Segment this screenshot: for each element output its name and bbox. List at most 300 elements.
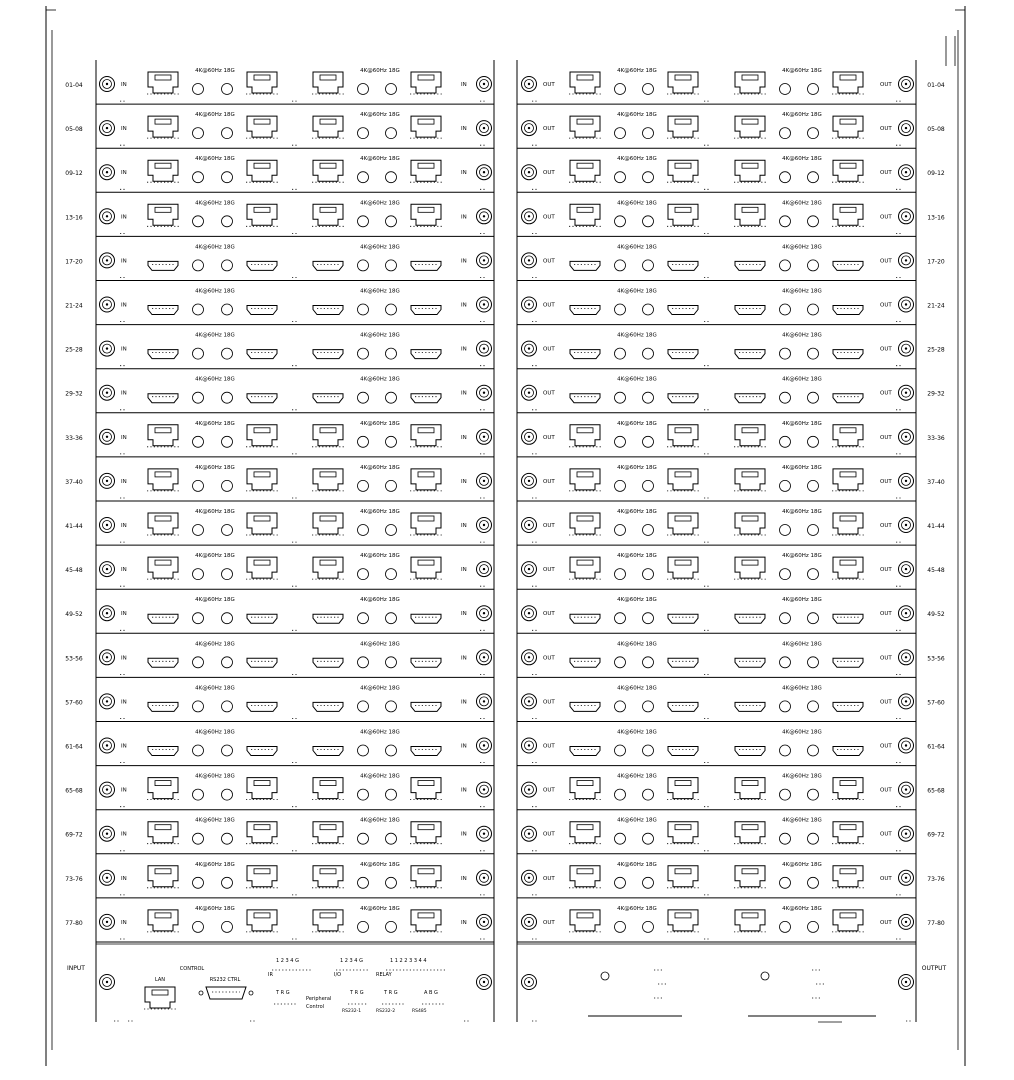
rj45-port-icon: [832, 866, 864, 888]
row-label-right: 33-36: [927, 434, 945, 442]
rj45-port-icon: [312, 160, 344, 182]
rj45-port-icon: [410, 910, 442, 932]
bnc-connector-icon: [522, 429, 537, 444]
output-tag: OUT: [880, 214, 892, 221]
hdmi-port-icon: [313, 702, 343, 711]
hdmi-port-icon: [148, 702, 178, 711]
rj45-port-icon: [569, 469, 601, 491]
hdmi-port-icon: [570, 261, 600, 270]
spec-text: 4K@60Hz 18G: [617, 729, 657, 736]
rj45-port-icon: [147, 557, 179, 579]
spec-text: 4K@60Hz 18G: [195, 905, 235, 912]
bnc-connector-icon: [100, 429, 115, 444]
led-indicator-icon: [222, 789, 233, 800]
hdmi-port-icon: [570, 306, 600, 315]
led-indicator-icon: [386, 877, 397, 888]
rj45-port-icon: [246, 557, 278, 579]
row-label-left: 25-28: [65, 346, 83, 354]
rj45-port-icon: [410, 116, 442, 138]
card-row: [65, 156, 945, 192]
input-tag: IN: [461, 831, 467, 838]
led-indicator-icon: [643, 921, 654, 932]
rj45-port-icon: [734, 160, 766, 182]
trg-pins: T R G: [384, 990, 398, 996]
io-label: I/O: [334, 972, 342, 978]
relay-label: RELAY: [376, 972, 392, 978]
output-tag: OUT: [880, 611, 892, 618]
led-indicator-icon: [643, 392, 654, 403]
spec-text: 4K@60Hz 18G: [782, 332, 822, 339]
led-indicator-icon: [643, 745, 654, 756]
led-indicator-icon: [358, 392, 369, 403]
bnc-connector-icon: [522, 385, 537, 400]
led-indicator-icon: [222, 569, 233, 580]
spec-text: 4K@60Hz 18G: [617, 68, 657, 74]
led-indicator-icon: [386, 921, 397, 932]
led-indicator-icon: [780, 569, 791, 580]
spec-text: 4K@60Hz 18G: [360, 112, 400, 119]
rj45-port-icon: [569, 425, 601, 447]
spec-text: 4K@60Hz 18G: [782, 156, 822, 163]
led-indicator-icon: [193, 525, 204, 536]
spec-text: 4K@60Hz 18G: [782, 288, 822, 295]
rj45-port-icon: [734, 204, 766, 226]
spec-text: 4K@60Hz 18G: [195, 729, 235, 736]
spec-text: 4K@60Hz 18G: [617, 288, 657, 295]
led-indicator-icon: [193, 172, 204, 183]
card-row: [65, 68, 945, 104]
rj45-port-icon: [667, 469, 699, 491]
spec-text: 4K@60Hz 18G: [782, 509, 822, 515]
card-row: [65, 862, 945, 898]
rj45-port-icon: [734, 910, 766, 932]
row-label-right: 17-20: [927, 258, 945, 266]
rj45-port-icon: [147, 910, 179, 932]
rj45-port-icon: [147, 778, 179, 800]
bnc-connector-icon: [477, 165, 492, 180]
bnc-connector-icon: [899, 975, 914, 990]
spec-text: 4K@60Hz 18G: [360, 597, 400, 604]
spec-text: 4K@60Hz 18G: [782, 597, 822, 604]
card-row: [65, 730, 945, 766]
input-tag: IN: [461, 390, 467, 397]
led-indicator-icon: [780, 128, 791, 139]
led-indicator-icon: [808, 392, 819, 403]
led-indicator-icon: [615, 701, 626, 712]
row-label-left: 01-04: [65, 82, 83, 89]
spec-text: 4K@60Hz 18G: [617, 464, 657, 471]
bnc-connector-icon: [522, 165, 537, 180]
rj45-port-icon: [410, 160, 442, 182]
spec-text: 4K@60Hz 18G: [782, 200, 822, 207]
led-indicator-icon: [808, 260, 819, 271]
hdmi-port-icon: [313, 350, 343, 359]
spec-text: 4K@60Hz 18G: [782, 553, 822, 560]
output-tag: OUT: [880, 743, 892, 750]
rs2322-label: RS232-2: [376, 1009, 396, 1014]
card-row: [65, 597, 945, 633]
input-tag: IN: [121, 170, 127, 177]
hdmi-port-icon: [313, 747, 343, 756]
bnc-connector-icon: [100, 738, 115, 753]
bnc-connector-icon: [100, 694, 115, 709]
rj45-port-icon: [667, 116, 699, 138]
spec-text: 4K@60Hz 18G: [195, 685, 235, 692]
row-label-left: 57-60: [65, 699, 83, 707]
rj45-port-icon: [410, 866, 442, 888]
hdmi-port-icon: [570, 747, 600, 756]
led-indicator-icon: [780, 921, 791, 932]
bnc-connector-icon: [899, 385, 914, 400]
bnc-connector-icon: [477, 694, 492, 709]
hdmi-port-icon: [668, 702, 698, 711]
rj45-port-icon: [246, 425, 278, 447]
card-row: [65, 509, 945, 545]
row-label-left: 33-36: [65, 434, 83, 442]
spec-text: 4K@60Hz 18G: [360, 420, 400, 427]
rj45-port-icon: [832, 116, 864, 138]
spec-text: 4K@60Hz 18G: [360, 509, 400, 515]
led-indicator-icon: [808, 216, 819, 227]
hdmi-port-icon: [148, 658, 178, 667]
hdmi-port-icon: [833, 350, 863, 359]
bnc-connector-icon: [899, 297, 914, 312]
row-label-left: 45-48: [65, 567, 83, 575]
led-indicator-icon: [643, 525, 654, 536]
output-tag: OUT: [543, 82, 555, 88]
rj45-port-icon: [246, 866, 278, 888]
rj45-port-icon: [312, 204, 344, 226]
rj45-port-icon: [569, 204, 601, 226]
led-indicator-icon: [808, 833, 819, 844]
hdmi-port-icon: [668, 394, 698, 403]
hdmi-port-icon: [411, 614, 441, 623]
led-indicator-icon: [643, 480, 654, 491]
bnc-connector-icon: [100, 121, 115, 136]
led-indicator-icon: [643, 216, 654, 227]
output-tag: OUT: [880, 478, 892, 485]
spec-text: 4K@60Hz 18G: [782, 729, 822, 736]
rj45-port-icon: [832, 425, 864, 447]
rj45-port-icon: [832, 204, 864, 226]
rj45-port-icon: [410, 822, 442, 844]
led-indicator-icon: [780, 436, 791, 447]
row-label-right: 25-28: [927, 346, 945, 354]
lan-label: LAN: [154, 977, 166, 983]
card-row: [65, 377, 945, 413]
spec-text: 4K@60Hz 18G: [360, 729, 400, 736]
led-indicator-icon: [615, 657, 626, 668]
led-indicator-icon: [615, 877, 626, 888]
hdmi-port-icon: [668, 261, 698, 270]
output-tag: OUT: [880, 302, 892, 309]
bnc-connector-icon: [522, 606, 537, 621]
spec-text: 4K@60Hz 18G: [360, 156, 400, 163]
ir-pins: 1 2 3 4 G: [276, 958, 299, 964]
card-row: [65, 906, 945, 942]
led-indicator-icon: [358, 304, 369, 315]
spec-text: 4K@60Hz 18G: [782, 773, 822, 780]
hdmi-port-icon: [833, 747, 863, 756]
output-tag: OUT: [880, 699, 892, 706]
led-indicator-icon: [222, 172, 233, 183]
spec-text: 4K@60Hz 18G: [195, 773, 235, 780]
led-indicator-icon: [222, 657, 233, 668]
led-indicator-icon: [615, 260, 626, 271]
led-indicator-icon: [386, 789, 397, 800]
led-indicator-icon: [193, 128, 204, 139]
row-label-left: 53-56: [65, 655, 83, 663]
row-label-right: 73-76: [927, 875, 945, 883]
bnc-connector-icon: [522, 253, 537, 268]
led-indicator-icon: [615, 84, 626, 95]
input-tag: IN: [461, 258, 467, 265]
bnc-connector-icon: [522, 650, 537, 665]
spec-text: 4K@60Hz 18G: [617, 861, 657, 868]
hdmi-port-icon: [313, 394, 343, 403]
output-tag: OUT: [543, 390, 555, 397]
spec-text: 4K@60Hz 18G: [782, 244, 822, 251]
spec-text: 4K@60Hz 18G: [195, 156, 235, 163]
bnc-connector-icon: [477, 975, 492, 990]
card-row: [65, 641, 945, 677]
led-indicator-icon: [193, 260, 204, 271]
bnc-connector-icon: [100, 209, 115, 224]
input-tag: IN: [461, 787, 467, 794]
input-tag: IN: [461, 478, 467, 485]
rj45-port-icon: [147, 822, 179, 844]
spec-text: 4K@60Hz 18G: [617, 332, 657, 339]
hdmi-port-icon: [411, 261, 441, 270]
rj45-port-icon: [734, 513, 766, 535]
rj45-port-icon: [410, 513, 442, 535]
rj45-port-icon: [147, 866, 179, 888]
spec-text: 4K@60Hz 18G: [617, 685, 657, 692]
rj45-port-icon: [147, 72, 179, 94]
led-indicator-icon: [615, 789, 626, 800]
hdmi-port-icon: [833, 306, 863, 315]
led-indicator-icon: [222, 216, 233, 227]
row-label-left: 13-16: [65, 214, 83, 222]
card-rows: [65, 68, 945, 942]
output-tag: OUT: [543, 831, 555, 838]
led-indicator-icon: [222, 84, 233, 95]
led-indicator-icon: [808, 128, 819, 139]
chassis-frame: [46, 6, 965, 1066]
hdmi-port-icon: [833, 658, 863, 667]
led-indicator-icon: [808, 657, 819, 668]
output-tag: OUT: [880, 787, 892, 794]
bnc-connector-icon: [899, 209, 914, 224]
led-indicator-icon: [358, 128, 369, 139]
led-indicator-icon: [222, 480, 233, 491]
led-indicator-icon: [780, 172, 791, 183]
led-indicator-icon: [808, 480, 819, 491]
bnc-connector-icon: [899, 429, 914, 444]
output-tag: OUT: [880, 258, 892, 265]
ir-label: IR: [268, 972, 273, 978]
spec-text: 4K@60Hz 18G: [617, 641, 657, 648]
row-label-right: 61-64: [927, 743, 945, 751]
rj45-port-icon: [410, 778, 442, 800]
led-indicator-icon: [808, 789, 819, 800]
hdmi-port-icon: [313, 658, 343, 667]
bnc-connector-icon: [899, 826, 914, 841]
rj45-port-icon: [312, 513, 344, 535]
input-tag: IN: [121, 699, 127, 706]
input-tag: IN: [121, 82, 127, 88]
led-indicator-icon: [643, 569, 654, 580]
led-indicator-icon: [193, 436, 204, 447]
hdmi-port-icon: [247, 614, 277, 623]
bnc-connector-icon: [100, 341, 115, 356]
rj45-port-icon: [667, 910, 699, 932]
rj45-port-icon: [832, 72, 864, 94]
spec-text: 4K@60Hz 18G: [617, 376, 657, 383]
bnc-connector-icon: [899, 473, 914, 488]
bnc-connector-icon: [899, 738, 914, 753]
led-indicator-icon: [193, 921, 204, 932]
spec-text: 4K@60Hz 18G: [195, 288, 235, 295]
led-indicator-icon: [386, 833, 397, 844]
hdmi-port-icon: [148, 614, 178, 623]
rj45-port-icon: [144, 987, 176, 1009]
row-label-right: 21-24: [927, 302, 945, 310]
row-label-left: 77-80: [65, 919, 83, 927]
rj45-port-icon: [734, 469, 766, 491]
card-row: [65, 421, 945, 457]
input-tag: IN: [121, 787, 127, 794]
input-tag: IN: [121, 214, 127, 221]
spec-text: 4K@60Hz 18G: [195, 641, 235, 648]
led-indicator-icon: [358, 745, 369, 756]
spec-text: 4K@60Hz 18G: [195, 817, 235, 824]
spec-text: 4K@60Hz 18G: [782, 905, 822, 912]
led-indicator-icon: [643, 304, 654, 315]
led-indicator-icon: [358, 877, 369, 888]
spec-text: 4K@60Hz 18G: [360, 553, 400, 560]
led-indicator-icon: [193, 789, 204, 800]
rj45-port-icon: [667, 72, 699, 94]
led-indicator-icon: [643, 172, 654, 183]
led-indicator-icon: [386, 260, 397, 271]
output-tag: OUT: [543, 346, 555, 353]
rj45-port-icon: [569, 513, 601, 535]
rs232-ctrl-label: RS232 CTRL: [209, 977, 241, 983]
output-tag: OUT: [880, 170, 892, 177]
led-indicator-icon: [193, 84, 204, 95]
spec-text: 4K@60Hz 18G: [617, 156, 657, 163]
control-label: CONTROL: [179, 966, 205, 972]
led-indicator-icon: [193, 701, 204, 712]
hdmi-port-icon: [247, 261, 277, 270]
led-indicator-icon: [386, 304, 397, 315]
led-indicator-icon: [386, 128, 397, 139]
relay-pins: 1 1 2 2 3 3 4 4: [390, 958, 427, 964]
spec-text: 4K@60Hz 18G: [617, 200, 657, 207]
hdmi-port-icon: [411, 747, 441, 756]
spec-text: 4K@60Hz 18G: [617, 420, 657, 427]
output-tag: OUT: [543, 875, 555, 882]
spec-text: 4K@60Hz 18G: [360, 464, 400, 471]
card-row: [65, 112, 945, 148]
led-indicator-icon: [358, 260, 369, 271]
led-indicator-icon: [222, 392, 233, 403]
row-label-left: 09-12: [65, 170, 83, 178]
rj45-port-icon: [569, 910, 601, 932]
hdmi-port-icon: [313, 261, 343, 270]
bnc-connector-icon: [522, 782, 537, 797]
bnc-connector-icon: [100, 782, 115, 797]
row-label-right: 05-08: [927, 126, 945, 134]
led-indicator-icon: [615, 128, 626, 139]
input-tag: IN: [121, 611, 127, 618]
rj45-port-icon: [569, 822, 601, 844]
led-indicator-icon: [643, 833, 654, 844]
led-indicator-icon: [358, 348, 369, 359]
led-indicator-icon: [643, 657, 654, 668]
spec-text: 4K@60Hz 18G: [360, 817, 400, 824]
led-indicator-icon: [643, 436, 654, 447]
row-label-left: 69-72: [65, 831, 83, 839]
output-tag: OUT: [880, 126, 892, 133]
output-tag: OUT: [880, 523, 892, 529]
hdmi-port-icon: [735, 306, 765, 315]
input-tag: IN: [121, 831, 127, 838]
led-indicator-icon: [615, 745, 626, 756]
hdmi-port-icon: [570, 614, 600, 623]
led-indicator-icon: [386, 348, 397, 359]
card-row: [65, 685, 945, 721]
output-tag: OUT: [543, 523, 555, 529]
hdmi-port-icon: [247, 350, 277, 359]
input-tag: IN: [121, 567, 127, 574]
led-indicator-icon: [808, 701, 819, 712]
bnc-connector-icon: [477, 870, 492, 885]
bnc-connector-icon: [477, 826, 492, 841]
spec-text: 4K@60Hz 18G: [360, 332, 400, 339]
row-label-right: 41-44: [927, 523, 945, 530]
led-indicator-icon: [193, 833, 204, 844]
hdmi-port-icon: [668, 614, 698, 623]
output-tag: OUT: [543, 478, 555, 485]
input-tag: IN: [461, 302, 467, 309]
input-tag: IN: [121, 258, 127, 265]
bnc-connector-icon: [899, 650, 914, 665]
led-indicator-icon: [808, 877, 819, 888]
input-tag: IN: [121, 390, 127, 397]
hdmi-port-icon: [735, 658, 765, 667]
rj45-port-icon: [410, 469, 442, 491]
hdmi-port-icon: [313, 614, 343, 623]
bnc-connector-icon: [522, 562, 537, 577]
row-label-left: 21-24: [65, 302, 83, 310]
rj45-port-icon: [410, 557, 442, 579]
bnc-connector-icon: [477, 518, 492, 533]
indicator-icon: [761, 972, 769, 980]
hdmi-port-icon: [668, 658, 698, 667]
rj45-port-icon: [569, 116, 601, 138]
led-indicator-icon: [808, 84, 819, 95]
led-indicator-icon: [643, 701, 654, 712]
card-row: [65, 553, 945, 589]
row-label-right: 37-40: [927, 478, 945, 486]
rj45-port-icon: [667, 778, 699, 800]
output-tag: OUT: [543, 567, 555, 574]
rj45-port-icon: [832, 822, 864, 844]
output-tag: OUT: [880, 390, 892, 397]
led-indicator-icon: [358, 921, 369, 932]
